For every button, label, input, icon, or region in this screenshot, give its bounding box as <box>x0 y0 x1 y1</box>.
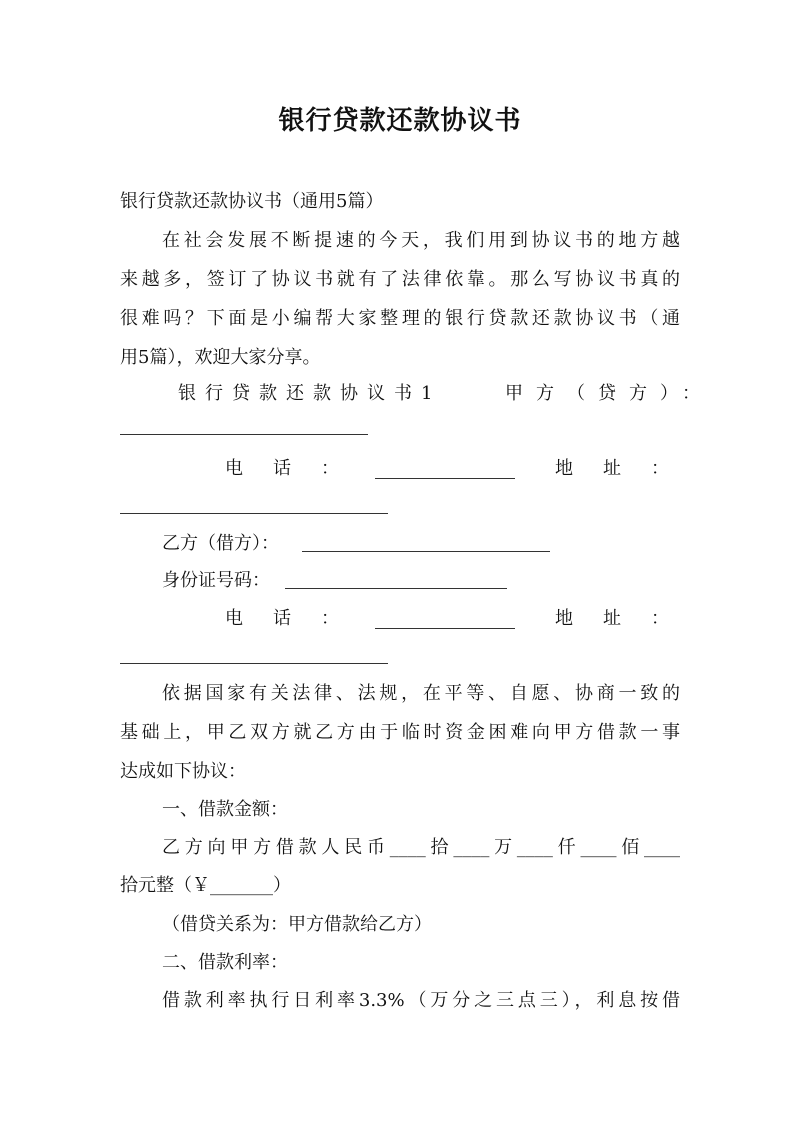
party-a-address-blank <box>120 513 388 514</box>
section-1-title: 一、借款金额： <box>162 799 288 820</box>
amount-line-1: 乙方向甲方借款人民币____拾____万____仟____佰____ <box>162 837 680 858</box>
intro-line-4: 用5篇），欢迎大家分享。 <box>120 347 321 368</box>
party-b-address-blank <box>120 663 388 664</box>
party-b-id-label: 身份证号码： <box>162 570 270 591</box>
basis-line-3: 达成如下协议： <box>120 761 246 782</box>
rate-line: 借款利率执行日利率3.3%（万分之三点三），利息按借 <box>162 990 680 1011</box>
party-b-phone-label: 电话： <box>225 608 369 629</box>
relation-note: （借贷关系为：甲方借款给乙方） <box>162 914 432 935</box>
party-a-address-label: 地址： <box>555 458 699 479</box>
party-a-label: 甲方（贷方）： <box>505 383 713 404</box>
party-b-id-blank <box>285 588 507 589</box>
basis-line-1: 依据国家有关法律、法规，在平等、自愿、协商一致的 <box>162 683 680 704</box>
document-subtitle: 银行贷款还款协议书（通用5篇） <box>120 191 384 212</box>
intro-line-3: 很难吗？下面是小编帮大家整理的银行贷款还款协议书（通 <box>120 308 680 329</box>
section-2-title: 二、借款利率： <box>162 952 288 973</box>
party-a-blank <box>120 434 368 435</box>
amount-line-2: 拾元整（￥_______） <box>120 875 291 896</box>
document-title: 银行贷款还款协议书 <box>278 106 522 136</box>
party-a-phone-label: 电话： <box>225 458 369 479</box>
party-b-address-label: 地址： <box>555 608 699 629</box>
party-b-blank <box>302 551 550 552</box>
intro-line-1: 在社会发展不断提速的今天，我们用到协议书的地方越 <box>162 230 680 251</box>
intro-line-2: 来越多，签订了协议书就有了法律依靠。那么写协议书真的 <box>120 269 680 290</box>
party-b-phone-blank <box>375 628 515 629</box>
party-b-label: 乙方（借方）： <box>162 533 279 554</box>
agreement-heading: 银行贷款还款协议书1 <box>178 383 442 404</box>
basis-line-2: 基础上，甲乙双方就乙方由于临时资金困难向甲方借款一事 <box>120 722 680 743</box>
party-a-phone-blank <box>375 478 515 479</box>
